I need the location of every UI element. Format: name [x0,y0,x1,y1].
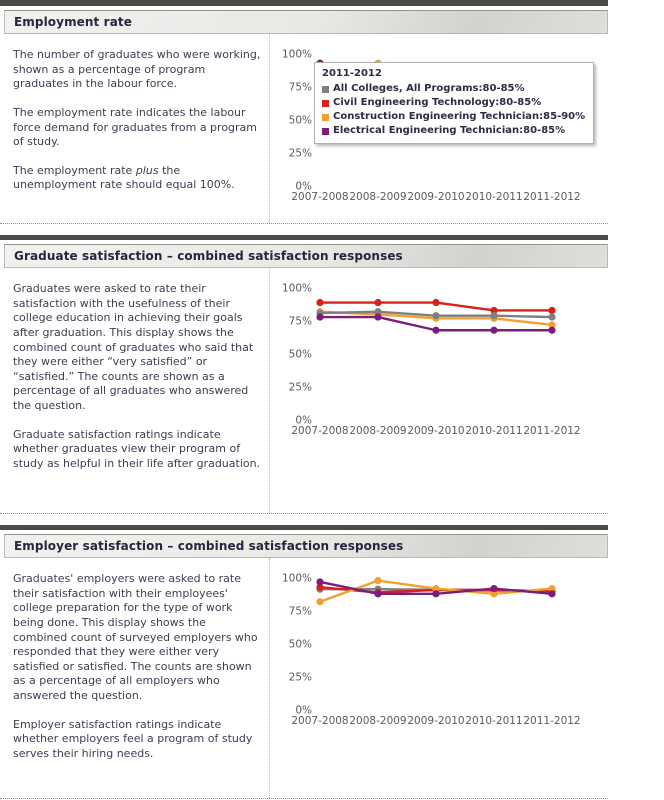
chart-tooltip [314,62,594,144]
description-text [0,268,270,513]
tooltip-legend-label: Electrical Engineering Technician:80-85% [333,125,566,136]
section-title: Employer satisfaction – combined satisfaction responses [14,539,404,553]
section-divider-bar [0,525,608,530]
data-point[interactable] [432,299,439,306]
description-text [0,558,270,798]
paragraph: Employer satisfaction ratings indicate whether employers feel a program of study serves their hiring needs. [13,717,253,760]
section-title: Graduate satisfaction – combined satisfaction responses [14,249,403,263]
y-axis-tick-label: 25% [288,147,312,160]
data-point[interactable] [548,327,555,334]
y-axis-tick-label: 0% [295,704,312,717]
y-axis-tick-label: 25% [288,671,312,684]
x-axis-tick-label: 2009-2010 [407,715,465,727]
x-axis-tick-label: 2007-2008 [291,425,349,437]
section-body [0,34,608,224]
y-axis-tick-label: 50% [288,114,312,127]
data-point[interactable] [374,299,381,306]
data-point[interactable] [374,313,381,320]
data-point[interactable] [374,577,381,584]
data-point[interactable] [548,313,555,320]
paragraph: Graduates were asked to rate their satisfaction with the usefulness of their college education in achieving their goals after graduation. This display shows the combined count of graduates who said that they were either “very satisfied” or “satisfied.” The counts are shown as a percentage of all graduates who answered the question. [13,282,254,412]
y-axis-tick-label: 50% [288,638,312,651]
y-axis-tick-label: 0% [295,414,312,427]
paragraph: The employment rate indicates the labour force demand for graduates from a program of study. [13,105,258,149]
section-graduate-satisfaction [0,235,608,514]
data-point[interactable] [432,590,439,597]
x-axis-tick-label: 2008-2009 [349,425,407,437]
paragraph: The number of graduates who were working, shown as a percentage of program graduates in the labour force. [13,48,261,91]
y-axis-tick-label: 100% [281,572,312,585]
legend-swatch-icon [322,114,329,121]
employer-satisfaction-chart[interactable] [274,566,608,740]
line-chart-svg[interactable] [274,276,608,446]
x-axis-tick-label: 2010-2011 [465,715,523,727]
data-point[interactable] [432,327,439,334]
tooltip-legend-row [322,124,585,138]
section-divider-bar [0,0,608,6]
x-axis-tick-label: 2007-2008 [291,715,349,727]
tooltip-legend-row [322,82,585,96]
x-axis-tick-label: 2011-2012 [523,191,581,203]
employer-satisfaction-chart-panel [270,558,608,798]
data-point[interactable] [316,313,323,320]
y-axis-tick-label: 0% [295,180,312,193]
tooltip-legend-row [322,96,585,110]
data-point[interactable] [490,327,497,334]
y-axis-tick-label: 75% [288,81,312,94]
paragraph: The employment rate plus the unemployment rate should equal 100%. [13,163,235,192]
legend-swatch-icon [322,100,329,107]
section-body [0,268,608,514]
section-header-employment-rate [4,10,608,34]
y-axis-tick-label: 25% [288,381,312,394]
paragraph: Graduates' employers were asked to rate their satisfaction with their employees' college preparation for the type of work being done. This display shows the combined count of surveyed employers who responded that they were either very satisfied or satisfied. The counts are shown as a percentage of all employers who answered the question. [13,572,258,702]
x-axis-tick-label: 2009-2010 [407,191,465,203]
data-point[interactable] [548,307,555,314]
tooltip-legend-row [322,110,585,124]
x-axis-tick-label: 2010-2011 [465,191,523,203]
paragraph: Graduate satisfaction ratings indicate whether graduates view their program of study as helpful in their life after graduation. [13,427,261,470]
y-axis-tick-label: 75% [288,605,312,618]
graduate-satisfaction-chart-panel [270,268,608,513]
x-axis-tick-label: 2007-2008 [291,191,349,203]
y-axis-tick-label: 100% [281,48,312,61]
data-point[interactable] [316,578,323,585]
section-divider-bar [0,235,608,240]
data-point[interactable] [374,590,381,597]
tooltip-legend-label: Construction Engineering Technician:85-90% [333,111,586,122]
tooltip-legend-label: All Colleges, All Programs:80-85% [333,83,525,94]
x-axis-tick-label: 2011-2012 [523,715,581,727]
data-point[interactable] [490,585,497,592]
line-chart-svg[interactable] [274,566,608,736]
x-axis-tick-label: 2011-2012 [523,425,581,437]
section-employment-rate [0,0,608,224]
x-axis-tick-label: 2010-2011 [465,425,523,437]
tooltip-title: 2011-2012 [322,68,382,79]
tooltip-legend-label: Civil Engineering Technology:80-85% [333,97,542,108]
x-axis-tick-label: 2008-2009 [349,715,407,727]
section-title: Employment rate [14,15,132,29]
y-axis-tick-label: 100% [281,282,312,295]
section-body [0,558,608,799]
y-axis-tick-label: 75% [288,315,312,328]
section-header-employer-satisfaction [4,534,608,558]
employment-rate-chart-panel [270,34,608,223]
data-point[interactable] [490,312,497,319]
data-point[interactable] [432,312,439,319]
legend-swatch-icon [322,86,329,93]
x-axis-tick-label: 2009-2010 [407,425,465,437]
data-point[interactable] [316,299,323,306]
y-axis-tick-label: 50% [288,348,312,361]
graduate-satisfaction-chart[interactable] [274,276,608,450]
data-point[interactable] [316,598,323,605]
description-text [0,34,270,223]
section-employer-satisfaction [0,525,608,799]
data-point[interactable] [548,590,555,597]
legend-swatch-icon [322,128,329,135]
x-axis-tick-label: 2008-2009 [349,191,407,203]
section-header-graduate-satisfaction [4,244,608,268]
